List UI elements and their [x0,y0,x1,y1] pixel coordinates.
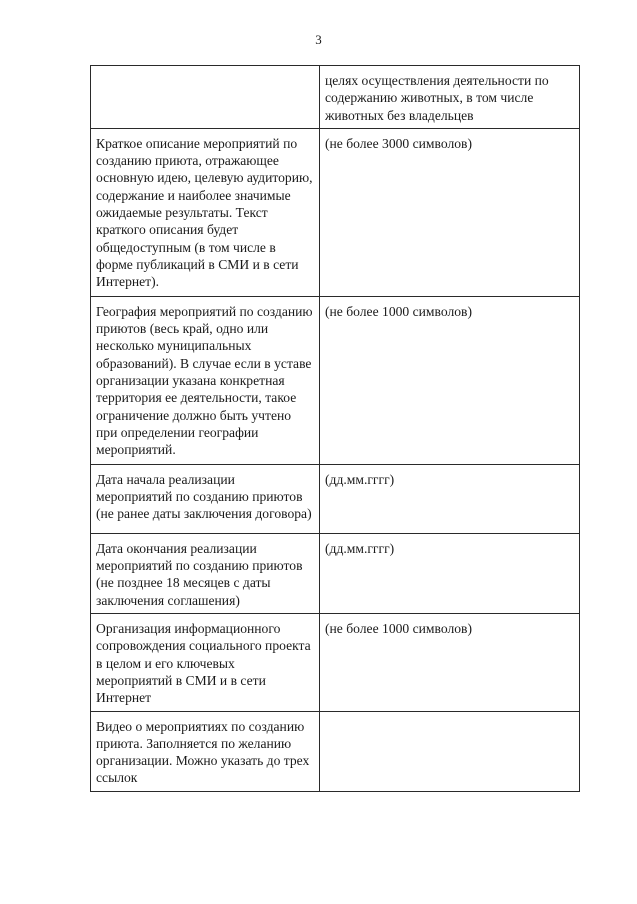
row-label-cell: Видео о мероприятиях по созданию приюта. Заполняется по желанию организации. Можно указать до трех ссылок [91,711,320,791]
table-row [91,128,580,296]
table-row [91,296,580,464]
row-value-cell: (не более 1000 символов) [320,296,580,464]
row-value-cell: (дд.мм.гггг) [320,464,580,533]
table-row [91,711,580,791]
table-row [91,533,580,613]
row-label-cell: Дата начала реализации мероприятий по созданию приютов (не ранее даты заключения договора) [91,464,320,533]
application-form-table [90,65,580,792]
row-label-cell [91,66,320,129]
row-value-cell: целях осуществления деятельности по содержанию животных, в том числе животных без владельцев [320,66,580,129]
row-label-cell: Краткое описание мероприятий по созданию приюта, отражающее основную идею, целевую аудиторию, содержание и наиболее значимые ожидаемые результаты. Текст краткого описания будет общедоступным (в том числе в форме публикаций в СМИ и в сети Интернет). [91,128,320,296]
row-value-cell: (не более 1000 символов) [320,614,580,711]
table-row [91,464,580,533]
row-label-cell: Дата окончания реализации мероприятий по созданию приютов (не позднее 18 месяцев с даты заключения соглашения) [91,533,320,613]
row-value-cell: (не более 3000 символов) [320,128,580,296]
row-label-cell: Организация информационного сопровождения социального проекта в целом и его ключевых мероприятий в СМИ и в сети Интернет [91,614,320,711]
table-row [91,614,580,711]
row-value-cell [320,711,580,791]
page-number: 3 [315,32,322,47]
table-row [91,66,580,129]
row-value-cell: (дд.мм.гггг) [320,533,580,613]
row-label-cell: География мероприятий по созданию приютов (весь край, одно или несколько муниципальных образований). В случае если в уставе организации указана конкретная территория ее деятельности, такое ограничение должно быть учтено при определении географии мероприятий. [91,296,320,464]
